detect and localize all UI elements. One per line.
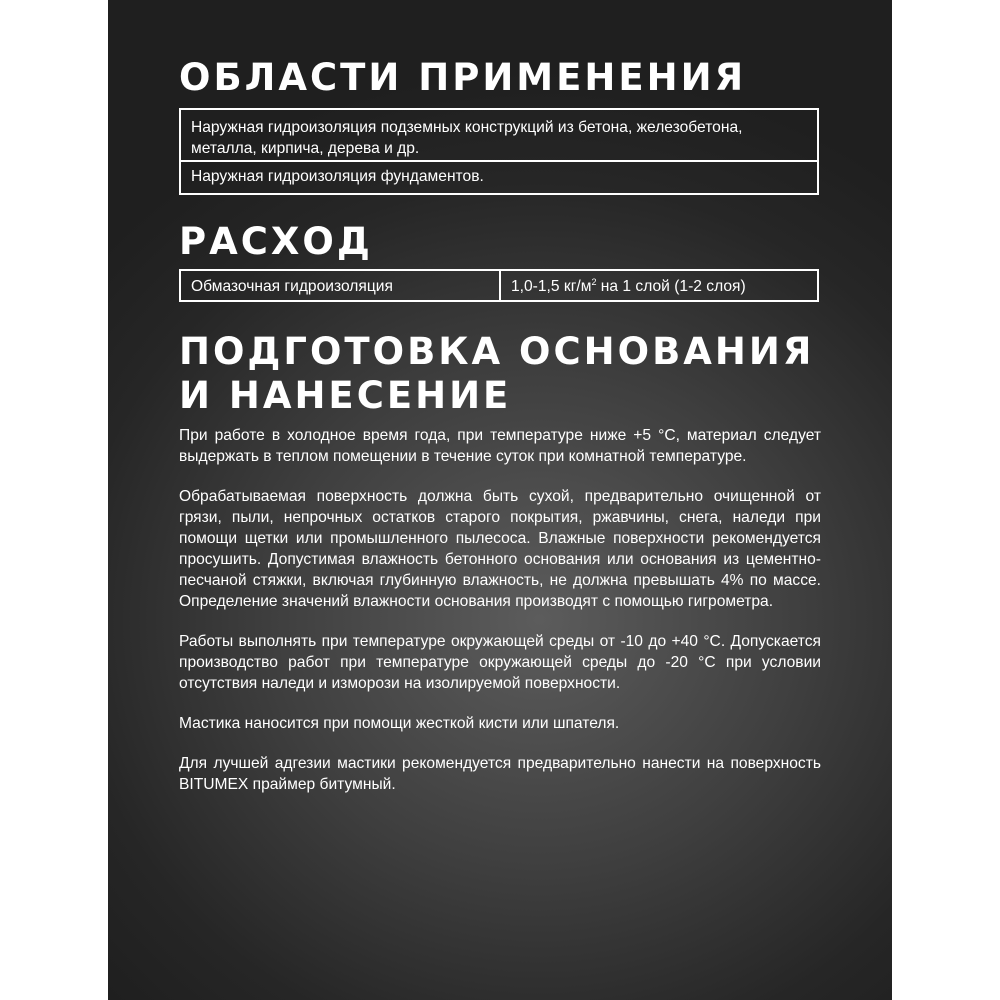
consumption-table [179,269,819,302]
consumption-value [501,271,817,300]
areas-heading: ОБЛАСТИ ПРИМЕНЕНИЯ [179,56,747,99]
preparation-text [179,425,821,814]
paragraph: Работы выполнять при температуре окружающей среды от -10 до +40 °С. Допускается производство работ при температуре окружающей среды до -20 °С при условии отсутствия наледи и изморози на изолируемой поверхности. [179,633,821,692]
preparation-heading [179,330,814,418]
consumption-heading: РАСХОД [179,220,373,263]
document-panel [108,0,892,1000]
areas-table [179,108,819,195]
paragraph: Мастика наносится при помощи жесткой кисти или шпателя. [179,715,620,732]
consumption-value-sup: 2 [591,277,597,287]
consumption-value-prefix: 1,0-1,5 кг/м [511,278,592,295]
consumption-label: Обмазочная гидроизоляция [181,271,501,300]
preparation-heading-line1: ПОДГОТОВКА ОСНОВАНИЯ [179,330,815,373]
paragraph: Для лучшей адгезии мастики рекомендуется предварительно нанести на поверхность BITUMEX праймер битумный. [179,755,821,793]
paragraph: Обрабатываемая поверхность должна быть сухой, предварительно очищенной от грязи, пыли, непрочных остатков старого покрытия, ржавчины, снега, наледи при помощи щетки или промышленного пылесоса. Влажные поверхности рекомендуется просушить. Допустимая влажность бетонного основания или основания из цементно-песчаной стяжки, включая глубинную влажность, не должна превышать 4% по массе. Определение значений влажности основания производят с помощью гигрометра. [179,488,821,610]
paragraph: При работе в холодное время года, при температуре ниже +5 °С, материал следует выдержать в теплом помещении в течение суток при комнатной температуре. [179,427,821,465]
preparation-heading-line2: И НАНЕСЕНИЕ [179,374,512,417]
areas-row: Наружная гидроизоляция подземных конструкций из бетона, железобетона, металла, кирпича, дерева и др. [181,110,817,162]
consumption-value-suffix: на 1 слой (1-2 слоя) [596,278,746,295]
areas-row: Наружная гидроизоляция фундаментов. [191,168,484,185]
